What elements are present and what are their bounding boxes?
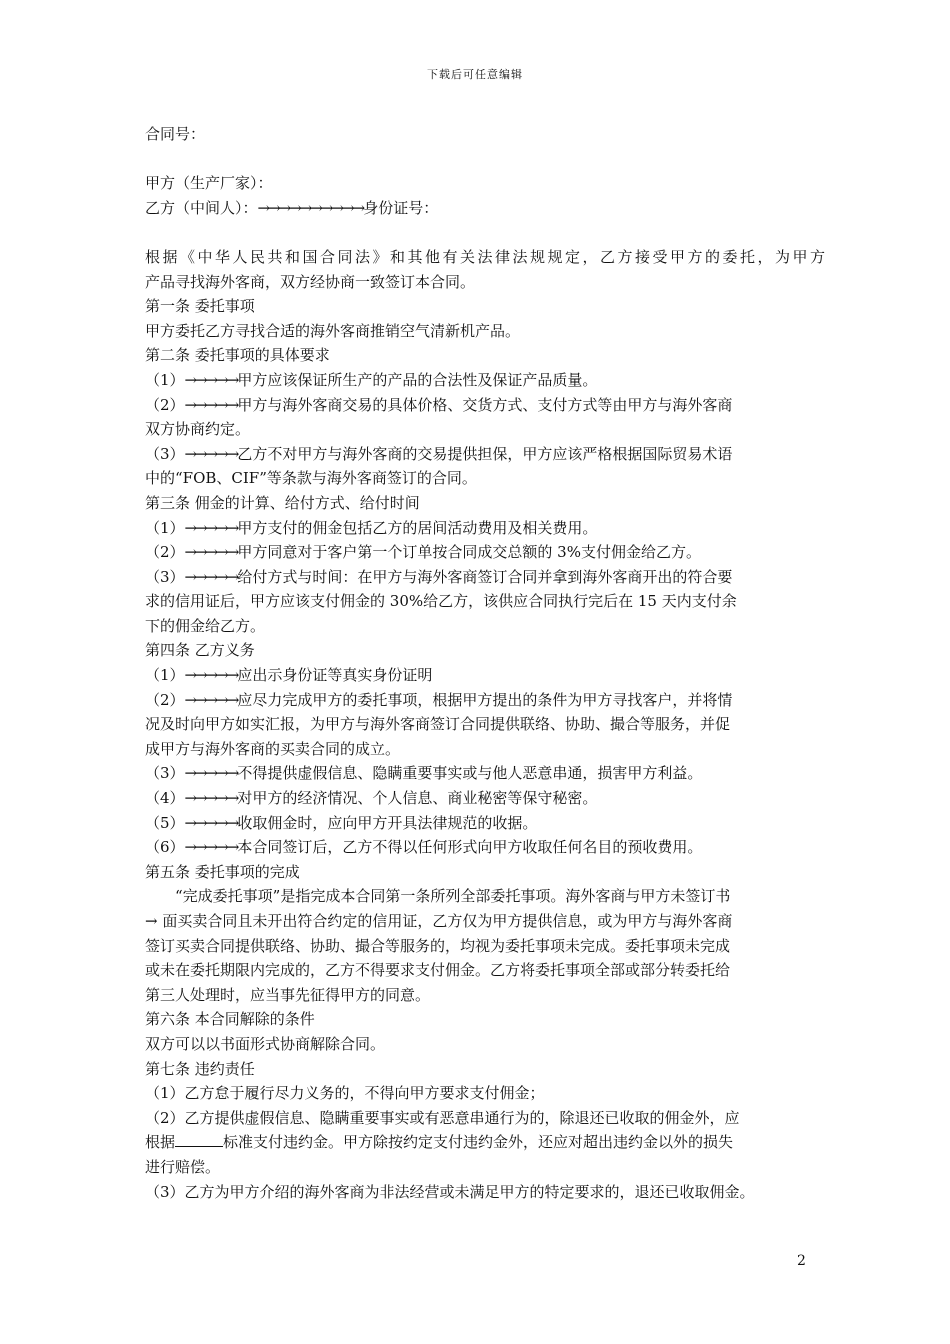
tab-arrow-marks: →→→→→ — [184, 370, 238, 389]
article-4-item-2-cont-1: 况及时向甲方如实汇报，为甲方与海外客商签订合同提供联络、协助、撮合等服务，并促 — [145, 715, 731, 734]
tab-arrow-marks: →→→→→ — [184, 444, 238, 463]
item-number: （3） — [145, 567, 185, 586]
item-number: （2） — [145, 690, 185, 709]
article-4-item-5 — [145, 811, 825, 836]
item-text: 收取佣金时，应向甲方开具法律规范的收据。 — [237, 813, 538, 832]
article-4-item-6 — [145, 835, 825, 860]
tab-arrow-marks: →→→→→ — [184, 666, 238, 685]
item-text: 应出示身份证等真实身份证明 — [237, 666, 433, 685]
article-4-item-4 — [145, 786, 825, 811]
tab-arrow-marks: →→→→→ — [184, 690, 238, 709]
article-5-title: 第五条 委托事项的完成 — [145, 862, 300, 881]
article-3-item-3-cont-2: 下的佣金给乙方。 — [145, 616, 266, 635]
item-number: （1） — [145, 666, 185, 685]
article-2-item-2 — [145, 393, 825, 418]
item-text: 应尽力完成甲方的委托事项，根据甲方提出的条件为甲方寻找客户，并将情 — [237, 690, 733, 709]
blank-fill-line — [175, 1132, 223, 1147]
item-number: （6） — [145, 838, 185, 857]
article-7-item-1: （1）乙方怠于履行尽力义务的，不得向甲方要求支付佣金； — [145, 1084, 545, 1103]
article-7-item-2-cont — [145, 1130, 825, 1155]
text-fragment: 标准支付违约金。甲方除按约定支付违约金外，还应对超出违约金以外的损失 — [223, 1133, 734, 1152]
article-4-item-2 — [145, 688, 825, 713]
article-2-item-1 — [145, 368, 825, 393]
article-3-item-1 — [145, 516, 825, 541]
article-4-item-3 — [145, 761, 825, 786]
article-6-title: 第六条 本合同解除的条件 — [145, 1010, 315, 1029]
item-number: （1） — [145, 370, 185, 389]
tab-arrow-marks: →→→→→ — [184, 789, 238, 808]
preamble-line-2: 产品寻找海外客商，双方经协商一致签订本合同。 — [145, 272, 476, 291]
article-5-line-4: 或未在委托期限内完成的，乙方不得要求支付佣金。乙方将委托事项全部或部分转委托给 — [145, 961, 731, 980]
article-4-title: 第四条 乙方义务 — [145, 641, 255, 660]
item-number: （3） — [145, 764, 185, 783]
item-text: 本合同签订后，乙方不得以任何形式向甲方收取任何名目的预收费用。 — [237, 838, 703, 857]
party-b-line — [145, 196, 825, 221]
article-7-item-2-cont-2: 进行赔偿。 — [145, 1157, 221, 1176]
article-6-text: 双方可以以书面形式协商解除合同。 — [145, 1034, 386, 1053]
tab-arrow-marks: →→→→→ — [184, 543, 238, 562]
id-number-label: 身份证号： — [363, 198, 439, 217]
party-a-line: 甲方（生产厂家）： — [145, 174, 273, 193]
article-7-item-3: （3）乙方为甲方介绍的海外客商为非法经营或未满足甲方的特定要求的，退还已收取佣金。 — [145, 1182, 755, 1201]
item-number: （1） — [145, 518, 185, 537]
article-3-title: 第三条 佣金的计算、给付方式、给付时间 — [145, 493, 420, 512]
item-number: （3） — [145, 444, 185, 463]
item-text: 甲方与海外客商交易的具体价格、交货方式、支付方式等由甲方与海外客商 — [237, 395, 733, 414]
article-3-item-2 — [145, 540, 825, 565]
item-text: 不得提供虚假信息、隐瞒重要事实或与他人恶意串通，损害甲方利益。 — [237, 764, 703, 783]
article-3-item-3-cont-1: 求的信用证后，甲方应该支付佣金的 30%给乙方，该供应合同执行完后在 15 天内支付余 — [145, 592, 737, 611]
article-5-line-2: → 面买卖合同且未开出符合约定的信用证，乙方仅为甲方提供信息，或为甲方与海外客商 — [145, 912, 733, 930]
text-fragment: 根据 — [145, 1133, 176, 1152]
item-number: （5） — [145, 813, 185, 832]
tab-arrow-marks: →→→→→ — [184, 395, 238, 414]
page-header-note: 下载后可任意编辑 — [427, 68, 523, 81]
tab-arrow-marks: →→→→→ — [184, 838, 238, 857]
article-7-item-2: （2）乙方提供虚假信息、隐瞒重要事实或有恶意串通行为的，除退还已收取的佣金外，应 — [145, 1108, 740, 1127]
article-3-item-3 — [145, 565, 825, 590]
article-4-item-2-cont-2: 成甲方与海外客商的买卖合同的成立。 — [145, 739, 401, 758]
article-2-title: 第二条 委托事项的具体要求 — [145, 346, 330, 365]
article-2-item-3 — [145, 442, 825, 467]
preamble-line-1: 根据《中华人民共和国合同法》和其他有关法律法规规定，乙方接受甲方的委托，为甲方 — [145, 247, 825, 266]
item-number: （4） — [145, 789, 185, 808]
item-number: （2） — [145, 543, 185, 562]
tab-arrow-marks: →→→→→ — [184, 764, 238, 783]
article-4-item-1 — [145, 663, 825, 688]
article-5-line-5: 第三人处理时，应当事先征得甲方的同意。 — [145, 985, 431, 1004]
contract-body — [145, 122, 825, 1204]
article-7-title: 第七条 违约责任 — [145, 1059, 255, 1078]
article-1-title: 第一条 委托事项 — [145, 297, 255, 316]
item-text: 给付方式与时间：在甲方与海外客商签订合同并拿到海外客商开出的符合要 — [237, 567, 733, 586]
item-text: 甲方支付的佣金包括乙方的居间活动费用及相关费用。 — [237, 518, 598, 537]
tab-arrow-marks: →→→→→→→→→→ — [257, 198, 364, 217]
article-1-text: 甲方委托乙方寻找合适的海外客商推销空气清新机产品。 — [145, 321, 521, 340]
item-text: 对甲方的经济情况、个人信息、商业秘密等保守秘密。 — [237, 789, 598, 808]
item-text: 乙方不对甲方与海外客商的交易提供担保，甲方应该严格根据国际贸易术语 — [237, 444, 733, 463]
contract-number-label: 合同号： — [145, 125, 206, 143]
article-2-item-3-cont: 中的“FOB、CIF”等条款与海外客商签订的合同。 — [145, 469, 477, 488]
article-2-item-2-cont: 双方协商约定。 — [145, 420, 251, 439]
item-text: 甲方应该保证所生产的产品的合法性及保证产品质量。 — [237, 370, 598, 389]
article-5-line-3: 签订买卖合同提供联络、协助、撮合等服务的，均视为委托事项未完成。委托事项未完成 — [145, 936, 731, 955]
item-number: （2） — [145, 395, 185, 414]
party-b-label: 乙方（中间人）： — [145, 198, 258, 217]
article-5-line-1: “完成委托事项”是指完成本合同第一条所列全部委托事项。海外客商与甲方未签订书 — [175, 887, 731, 906]
item-text: 甲方同意对于客户第一个订单按合同成交总额的 3%支付佣金给乙方。 — [237, 543, 701, 562]
tab-arrow-marks: →→→→→ — [184, 518, 238, 537]
page-number: 2 — [797, 1253, 806, 1269]
tab-arrow-marks: →→→→→ — [184, 567, 238, 586]
tab-arrow-marks: →→→→→ — [184, 813, 238, 832]
